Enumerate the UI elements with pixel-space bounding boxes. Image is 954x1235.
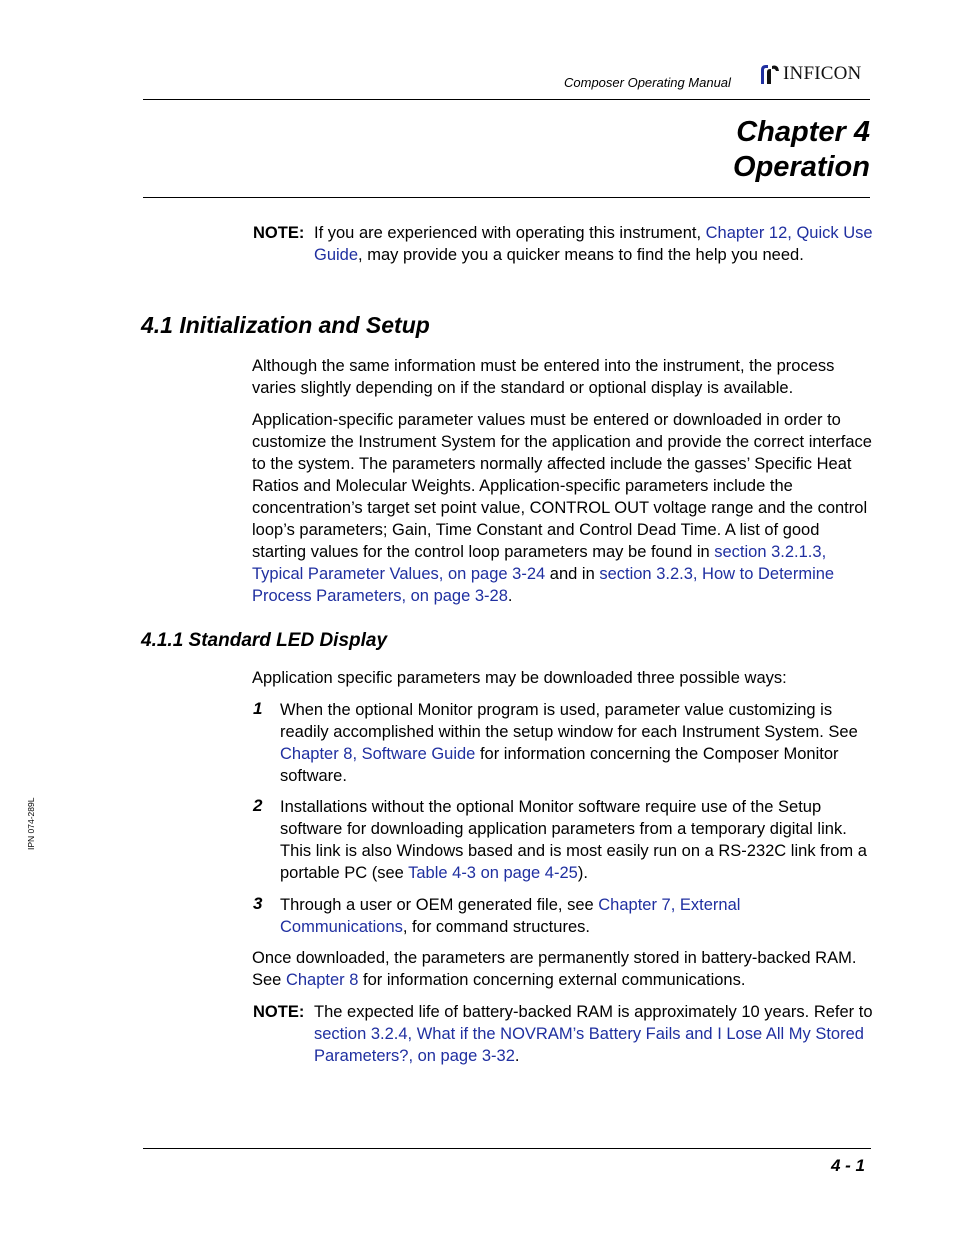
list-item-number: 1 — [253, 699, 263, 718]
section-4-1-para1: Although the same information must be entered into the instrument, the process varies slightly depending on if the standard or optional display is available. — [252, 357, 835, 397]
list-item-number: 2 — [253, 796, 263, 815]
list-item-text: Through a user or OEM generated file, see — [280, 896, 599, 914]
header-rule — [143, 99, 870, 100]
inficon-logo-icon — [758, 62, 780, 86]
process-parameters-link[interactable]: section 3.2.3, How to Determine Process Parameters, on page 3-28 — [252, 565, 835, 605]
page-number: 4 - 1 — [830, 1156, 865, 1175]
para-text: . — [507, 587, 513, 605]
list-item-text: for information concerning the Composer Monitor software. — [280, 745, 839, 785]
ipn-label: IPN 074-289L — [26, 797, 36, 850]
chapter-rule — [143, 197, 870, 198]
quick-use-guide-link[interactable]: Quick Use Guide — [314, 224, 873, 264]
section-4-1-1-heading: 4.1.1 Standard LED Display — [141, 630, 388, 651]
note-text — [314, 1001, 874, 1067]
section-4-1-1-intro: Application specific parameters may be downloaded three possible ways: — [252, 669, 787, 687]
note-text-part: , may provide you a quicker means to find the help you need. — [358, 246, 804, 264]
typical-parameter-values-link[interactable]: section 3.2.1.3, Typical Parameter Values, on page 3-24 — [252, 543, 827, 583]
list-item-text: Installations without the optional Monitor software require use of the Setup software for downloading application parameters from a temporary digital link. This link is also Windows based and is most easily run on a RS-232C link from a portable PC (see — [280, 798, 867, 882]
list-item-number: 3 — [253, 894, 263, 913]
note-text-part: . — [514, 1047, 520, 1065]
para-text: Once downloaded, the parameters are permanently stored in battery-backed RAM. See — [252, 949, 857, 989]
para-text: and in — [545, 565, 600, 583]
external-communications-link[interactable]: Chapter 7, External Communications — [280, 896, 741, 936]
inficon-logo — [758, 62, 861, 86]
chapter-title: Operation — [733, 151, 870, 183]
software-guide-link[interactable]: Chapter 8, Software Guide — [280, 745, 476, 763]
list-item — [280, 796, 872, 884]
manual-title: Composer Operating Manual — [564, 75, 731, 90]
chapter-number: Chapter 4 — [736, 116, 870, 148]
stored-parameters-para — [252, 947, 874, 991]
note-label: NOTE: — [253, 224, 305, 242]
note-label: NOTE: — [253, 1003, 305, 1021]
novram-battery-link[interactable]: section 3.2.4, What if the NOVRAM’s Battery Fails and I Lose All My Stored Parameters?, on page 3-32 — [314, 1025, 864, 1065]
list-item-text: ). — [577, 864, 588, 882]
section-4-1-heading: 4.1 Initialization and Setup — [141, 312, 430, 338]
chapter-heading — [733, 115, 870, 185]
note-text — [314, 222, 874, 266]
para-text: for information concerning external communications. — [358, 971, 746, 989]
logo-text: INFICON — [783, 63, 862, 84]
note-text-part: The expected life of battery-backed RAM is approximately 10 years. Refer to — [314, 1003, 873, 1021]
list-item — [280, 699, 872, 787]
chapter-12-link[interactable]: Chapter 12, — [705, 224, 792, 242]
list-item-text: When the optional Monitor program is used, parameter value customizing is readily accomplished within the setup window for each Instrument System. See — [280, 701, 858, 741]
list-item-text: , for command structures. — [402, 918, 590, 936]
list-item — [280, 894, 800, 938]
section-4-1-para2 — [252, 409, 872, 607]
note-text-part: If you are experienced with operating this instrument, — [314, 224, 706, 242]
para-text: Application-specific parameter values must be entered or downloaded in order to customize the Instrument System for the application and provide the correct interface to the system. The parameters normally affected include the gasses’ Specific Heat Ratios and Molecular Weights. Application-specific parameters include the concentration’s target set point value, CONTROL OUT voltage range and the control loop’s parameters; Gain, Time Constant and Control Dead Time. A list of good starting values for the control loop parameters may be found in — [252, 411, 872, 561]
table-4-3-link[interactable]: Table 4-3 on page 4-25 — [408, 864, 578, 882]
footer-rule — [143, 1148, 871, 1149]
chapter-8-link[interactable]: Chapter 8 — [285, 971, 359, 989]
